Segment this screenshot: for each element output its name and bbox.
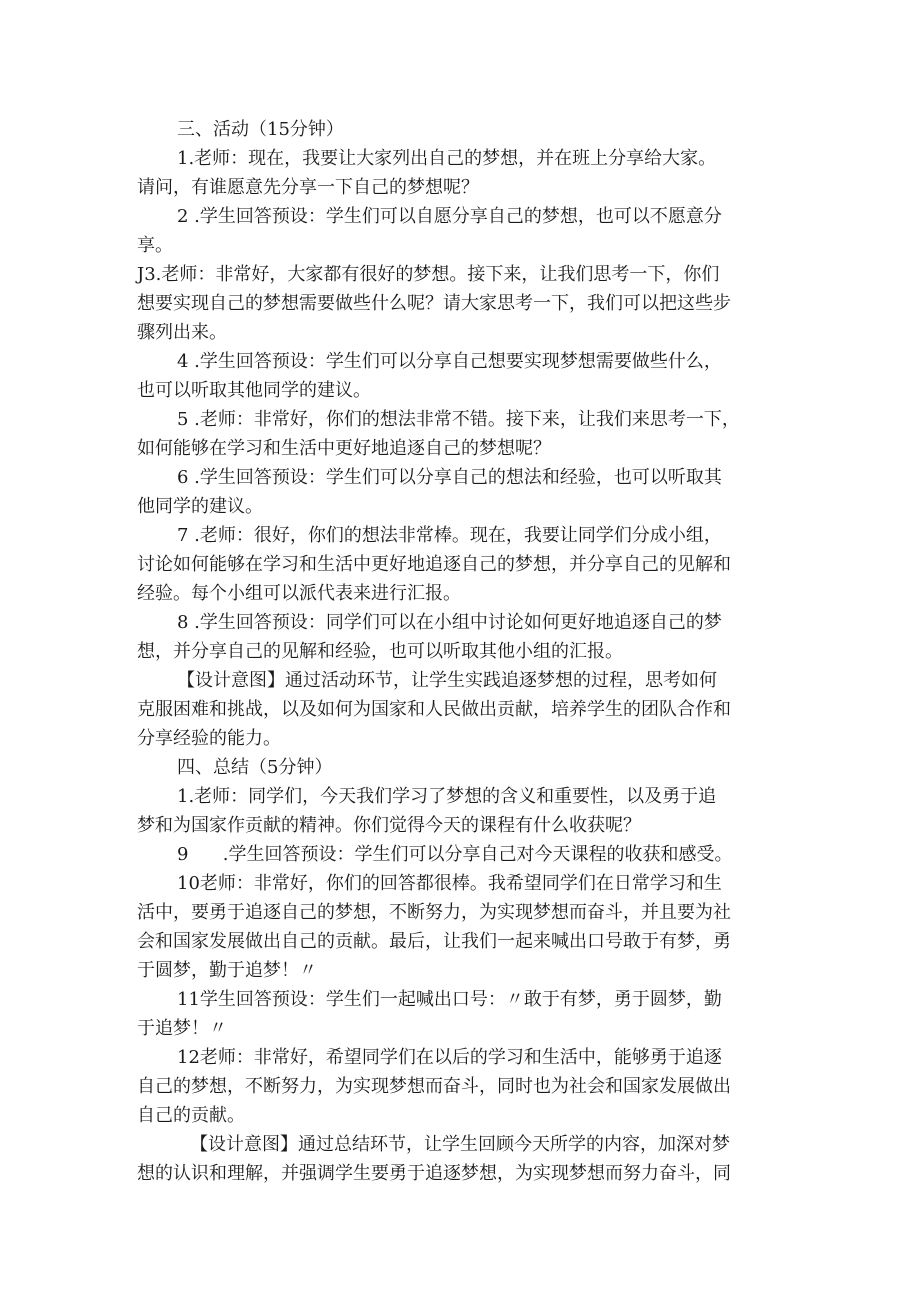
paragraph-line: 10老师：非常好，你们的回答都很棒。我希望同学们在日常学习和生	[177, 873, 722, 894]
paragraph-line: 2 .学生回答预设：学生们可以自愿分享自己的梦想，也可以不愿意分	[177, 206, 722, 227]
paragraph-line: 7 .老师：很好，你们的想法非常棒。现在，我要让同学们分成小组，	[177, 525, 722, 546]
paragraph-line: 想要实现自己的梦想需要做些什么呢？请大家思考一下，我们可以把这些步	[137, 293, 731, 314]
paragraph-line: 分享经验的能力。	[137, 728, 281, 749]
paragraph-line: 1.老师：同学们，今天我们学习了梦想的含义和重要性，以及勇于追	[177, 786, 717, 807]
paragraph-line: 8 .学生回答预设：同学们可以在小组中讨论如何更好地追逐自己的梦	[177, 612, 722, 633]
paragraph-line: 9 .学生回答预设：学生们可以分享自己对今天课程的收获和感受。	[177, 844, 733, 865]
paragraph-line: 活中，要勇于追逐自己的梦想，不断努力，为实现梦想而奋斗，并且要为社	[137, 902, 731, 923]
paragraph-line: 6 .学生回答预设：学生们可以分享自己的想法和经验，也可以听取其	[177, 467, 722, 488]
paragraph-line: J3.老师：非常好，大家都有很好的梦想。接下来，让我们思考一下，你们	[137, 264, 720, 285]
paragraph-line: 克服困难和挑战，以及如何为国家和人民做出贡献，培养学生的团队合作和	[137, 699, 731, 720]
design-intent-line: 【设计意图】通过总结环节，让学生回顾今天所学的内容，加深对梦	[190, 1134, 730, 1155]
section-heading-summary: 四、总结（5分钟）	[177, 757, 333, 778]
paragraph-line: 也可以听取其他同学的建议。	[137, 380, 371, 401]
paragraph-line: 于圆梦，勤于追梦！〃	[137, 960, 317, 981]
paragraph-line: 请问，有谁愿意先分享一下自己的梦想呢？	[137, 177, 479, 198]
paragraph-line: 骤列出来。	[137, 322, 227, 343]
paragraph-line: 于追梦！〃	[137, 1018, 227, 1039]
paragraph-line: 享。	[137, 235, 173, 256]
paragraph-line: 讨论如何能够在学习和生活中更好地追逐自己的梦想，并分享自己的见解和	[137, 554, 731, 575]
paragraph-line: 自己的梦想，不断努力，为实现梦想而奋斗，同时也为社会和国家发展做出	[137, 1076, 731, 1097]
paragraph-line: 经验。每个小组可以派代表来进行汇报。	[137, 583, 461, 604]
paragraph-line: 如何能够在学习和生活中更好地追逐自己的梦想呢？	[137, 438, 551, 459]
paragraph-line: 他同学的建议。	[137, 496, 263, 517]
paragraph-line: 5 .老师：非常好，你们的想法非常不错。接下来，让我们来思考一下，	[177, 409, 740, 430]
paragraph-line: 会和国家发展做出自己的贡献。最后，让我们一起来喊出口号敢于有梦，勇	[137, 931, 731, 952]
paragraph-line: 11学生回答预设：学生们一起喊出口号：〃敢于有梦，勇于圆梦，勤	[177, 989, 722, 1010]
paragraph-line: 梦和为国家作贡献的精神。你们觉得今天的课程有什么收获呢？	[137, 815, 641, 836]
paragraph-line: 4 .学生回答预设：学生们可以分享自己想要实现梦想需要做些什么，	[177, 351, 722, 372]
paragraph-line: 自己的贡献。	[137, 1105, 245, 1126]
paragraph-line: 想，并分享自己的见解和经验，也可以听取其他小组的汇报。	[137, 641, 623, 662]
paragraph-line: 12老师：非常好，希望同学们在以后的学习和生活中，能够勇于追逐	[177, 1047, 722, 1068]
section-heading-activity: 三、活动（15分钟）	[177, 119, 344, 140]
paragraph-line: 想的认识和理解，并强调学生要勇于追逐梦想，为实现梦想而努力奋斗，同	[137, 1163, 731, 1184]
design-intent-line: 【设计意图】通过活动环节，让学生实践追逐梦想的过程，思考如何	[177, 670, 717, 691]
paragraph-line: 1.老师：现在，我要让大家列出自己的梦想，并在班上分享给大家。	[177, 148, 717, 169]
